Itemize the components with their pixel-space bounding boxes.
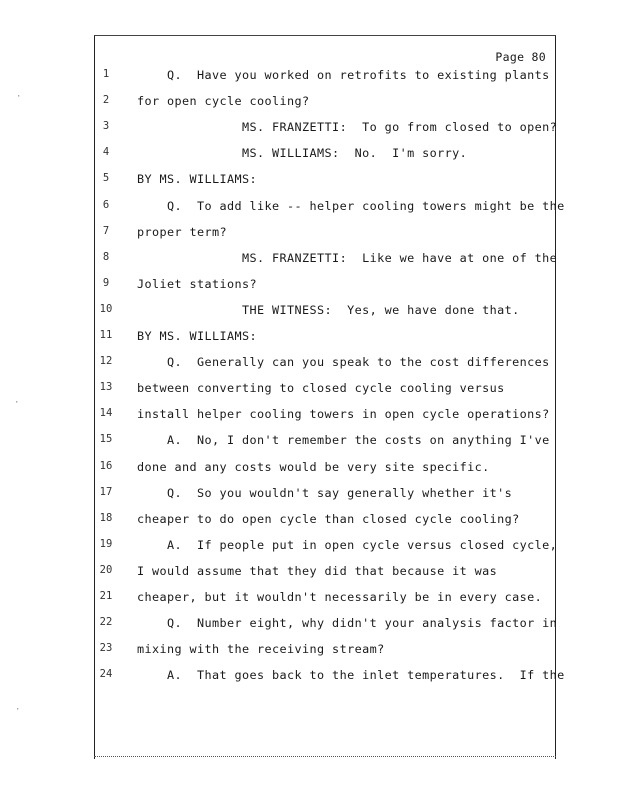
transcript-line [0, 486, 618, 506]
line-text: A. That goes back to the inlet temperatures. If the [137, 668, 565, 683]
line-text: cheaper, but it wouldn't necessarily be in every case. [137, 590, 543, 604]
line-number: 4 [102, 146, 110, 159]
line-text: Q. So you wouldn't say generally whether it's [137, 485, 513, 500]
line-number: 20 [99, 563, 113, 576]
line-number: 15 [99, 433, 113, 446]
line-number: 17 [99, 485, 113, 498]
line-text: Q. To add like -- helper cooling towers might be the [137, 198, 565, 213]
line-number: 11 [99, 329, 113, 341]
transcript-line [0, 355, 618, 375]
line-text: between converting to closed cycle cooling versus [137, 381, 505, 396]
line-text: THE WITNESS: Yes, we have done that. [137, 302, 520, 317]
line-text: MS. WILLIAMS: No. I'm sorry. [137, 146, 468, 161]
line-text: Q. Have you worked on retrofits to existing plants [137, 68, 550, 82]
line-number: 3 [102, 120, 110, 133]
transcript-line [0, 668, 618, 688]
transcript-line [0, 251, 618, 271]
line-number: 23 [99, 642, 113, 655]
line-number: 5 [102, 172, 110, 185]
line-text: cheaper to do open cycle than closed cycle cooling? [137, 511, 520, 526]
line-text: A. If people put in open cycle versus closed cycle, [137, 537, 558, 552]
page-number: Page 80 [495, 50, 546, 64]
transcript-line [0, 512, 618, 532]
transcript-line [0, 564, 618, 584]
transcript-line [0, 94, 618, 114]
line-number: 14 [99, 407, 113, 420]
line-text: done and any costs would be very site specific. [137, 459, 490, 474]
scan-mark: · [15, 705, 21, 715]
line-number: 22 [99, 616, 113, 629]
transcript-line [0, 172, 618, 192]
line-number: 21 [99, 590, 113, 602]
line-text: MS. FRANZETTI: Like we have at one of the [137, 250, 558, 265]
transcript-line [0, 329, 618, 349]
transcript-line [0, 225, 618, 245]
line-number: 8 [102, 250, 110, 263]
line-text: MS. FRANZETTI: To go from closed to open? [137, 120, 558, 135]
line-number: 7 [102, 224, 110, 237]
transcript-line [0, 460, 618, 480]
transcript-line [0, 199, 618, 219]
line-text: A. No, I don't remember the costs on anything I've [137, 433, 550, 448]
transcript-line [0, 68, 618, 88]
transcript-line [0, 120, 618, 140]
line-text: Q. Number eight, why didn't your analysis factor in [137, 616, 558, 631]
line-text: for open cycle cooling? [137, 94, 310, 109]
line-text: I would assume that they did that because it was [137, 563, 498, 578]
transcript-line [0, 303, 618, 323]
line-number: 18 [99, 511, 113, 524]
line-text: Joliet stations? [137, 276, 258, 291]
transcript-line [0, 146, 618, 166]
line-number: 2 [102, 94, 110, 107]
line-number: 13 [99, 381, 113, 394]
line-text: BY MS. WILLIAMS: [137, 172, 258, 187]
transcript-line [0, 277, 618, 297]
transcript-line [0, 616, 618, 636]
transcript-line [0, 433, 618, 453]
line-number: 19 [99, 537, 113, 550]
scan-mark: · [16, 92, 22, 102]
transcript-line [0, 538, 618, 558]
transcript-line [0, 381, 618, 401]
line-number: 16 [99, 459, 113, 472]
line-text: proper term? [137, 224, 228, 239]
line-number: 12 [99, 355, 113, 368]
transcript-line [0, 407, 618, 427]
scan-mark: · [14, 398, 20, 408]
transcript-line [0, 642, 618, 662]
line-text: Q. Generally can you speak to the cost differences [137, 355, 550, 370]
line-number: 1 [102, 68, 110, 80]
transcript-line [0, 590, 618, 610]
line-text: install helper cooling towers in open cycle operations? [137, 407, 550, 422]
line-number: 24 [99, 668, 113, 681]
line-number: 9 [102, 276, 110, 289]
line-text: BY MS. WILLIAMS: [137, 329, 258, 343]
line-number: 10 [99, 302, 113, 315]
line-number: 6 [102, 198, 110, 211]
line-text: mixing with the receiving stream? [137, 642, 385, 657]
